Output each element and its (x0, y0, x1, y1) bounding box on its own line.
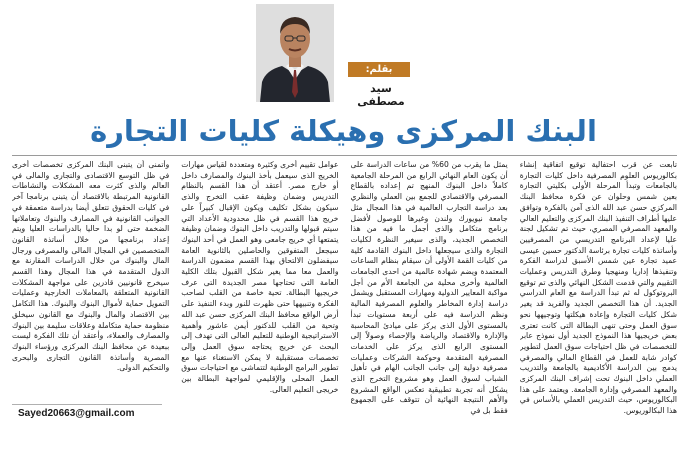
author-email: Sayed20663@gmail.com (18, 408, 135, 419)
column-text: يمثل ما يقرب من 60% من ساعات الدراسة على أن يكون العام النهائي الرابع من المرحلة الجامعية كاملاً داخل البنوك المنهج تم إعداده بالقطاع المصرفي والاقتصادي للجمع بين العملي والنظري بعد دراسة التجارب العالمية في هذا المجال مثل جامعة نيويورك ولندن وغيرها للوصول لأفضل برنامج متكامل والذى أجمل ما فيه من هذا التخصص الجديد، والذى سيغير النظرة لكليات التجارة والذى سيجعلها داخل البنوك القادمة كلية من كليات القمة الأولى أن سيقام بنظام الساعات المعتمدة ويضم شهادة عالمية من احدى الجامعات العالمية وأخرى محلية من الجامعة الأم من أجل مواكبة المعايير الدولية ومهارات المستقبل ويشمل دراسة إدارة المخاطر والعلوم المصرفية المالية ونظم الدراسة فيه على أربعة مستويات تبدأ بالمستوى الأول الذى يركز على ميادئ المحاسبة والإدارة والاقتصاد والرياضة والإحصاء وصولاً إلى المستوى الرابع الذى يركز على الخدمات المصرفية المتقدمة وحوكمة الشركات وعمليات مصرفية دولية إلى جانب الجانب الهام في تأهيل الشباب لسوق العمل وهو مشروع التخرج الذى يشكل أنه تجربة تطبيقية تعكس الواقع المشروع والأهم النتيجة النهائية أن تتوقف على الجمهوع فقط بل في (350, 160, 508, 416)
column-text: وأتمنى أن يتبنى البنك المركزى تخصصات أخرى في ظل التوسع الاقتصادى والتجارى والمالى في العالم والذى كثرت معه المشكلات والنشاطات القانونية المرتبطة بالاقتصاد أن يتبنى برنامجا آخر في كليات الحقوق تتعلق أيضا بدراسة متعمقة في الجوانب القانونية في المصارف والبنوك وتعاملاتها الضخمة حتى لو بدا حاليا بالدراسات العليا ويتم إعداد برنامجها من خلال أساتذة القانون المتخصصين في المجال المالى والمصرفى ورجال المال والبنوك من خلال الدراسات المقارنة مع الدول المتقدمة في هذا المجال وهذا القسم سيخرج قانونيين قادرين على مواجهة المشكلات القانونية المتعلقة بالمعاملات الخارجية وعمليات التمويل حماية لأموال البنوك والبنوك. هذا التكامل بين الاقتصاد والمال والبنوك مع القانون سيخلق منظومة حماية متكاملة وعلاقات سليمة بين البنوك والمصارف والعملاء، وأعتقد أن تلك الفكرة ليست ببعيدة عن محافظ البنك المركزى ورؤساء البنوك المصرية وأساتذة القانون التجارى والبحرى والتحكيم الدولى. (12, 160, 170, 373)
article-column-1 (520, 160, 677, 455)
article-title: البنك المركزى وهيكلة كليات التجارة (90, 114, 597, 148)
article-column-2 (351, 160, 508, 455)
article-column-4 (12, 160, 169, 400)
author-name: سيد مصطفى (357, 82, 405, 108)
author-photo (256, 4, 334, 102)
email-divider (12, 404, 162, 405)
article-column-3 (181, 160, 338, 455)
author-portrait-icon (256, 4, 334, 102)
title-divider (12, 155, 677, 156)
column-text: عوامل تقييم أخرى وكثيرة ومتعددة لقياس مهارات الخريج الذى سيعمل بأخذ البنوك والمصارف داخل أو خارج مصر. أعتقد أن هذا القسم بالنظام التدريس وضمان وظيفة عقب التخرج والذى سيكون بشكل تكليف ويكون الإقبال كبيراً على خريج هذا القسم في ظل محدودية الأعداد التي سيتم قبولها والتدريب داخل البنوك وضمان وظيفة يتمتعها أي خريج جامعى وهو العمل في أحد البنوك سيجعل المتفوقين والحاصلين بالثانوية العامة سيفضلون الالتحاق بهذا القسم مضمون الدراسة والعمل معا مما يغير شكل القبول بتلك الكلية العامة التى تحتاجها مصر الجديدة التى عرف خريجيها البطالة. تحية خاصة من القلب لصاحب الفكرة وتنبيهها حتى ظهرت للنور وبدء التنفيذ على أرض الواقع محافظ البنك المركزى حسن عبد الله وتحية من القلب للدكتور أيمن عاشور وأهمية الاستراتيجية الوطنية للتعليم العالى التى تهدف إلى البحث عن خريج يحتاجه سوق العمل وإلى تخصصات مستقبلية لا يمكن الاستغناء عنها مع تطوير البرامج الوطنية لتتماشى مع احتياجات سوق العمل المحلى والإقليمي لمواجهة البطالة بين خريجى التعليم العالى. (181, 160, 339, 394)
byline-label: بقلم: (348, 62, 410, 77)
article-header (0, 0, 687, 112)
column-text: تابعت عن قرب احتفالية توقيع اتفاقية إنشاء بكالوريوس العلوم المصرفية داخل كليات التجارة بالجامعات وتبدأ المرحلة الأولى بكليتي التجارة بعين شمس وحلوان عن فكرة محافظ البنك المركزي حسن عبد الله الذى آمن بالفكرة وتوافق عليها أطراف التنفيذ البنك المركزى والتعليم العالي والمعهد المصرفي المصري، حيث تم تشكيل لجنة عليا لإعداد البرنامج التدريسي من المصرفيين وأساتذة كليات تجارة برئاسة الدكتور حسين عيسى عميد تجارة عين شمس الأسبق لدراسة الفكرة وتنفيذها إداريا ومنهجيا وطرق التدريس وعمليات التقييم والتي قدمت الشكل النهائي والذى تم توقيع البروتوكول له ثم تبدأ الدراسة مع العام الدراسي الجديد. أن هذا التخصص الجديد والفريد قد يغير شكل كليات التجارة وإعادة هيكلتها وتوجيهها نحو سوق العمل وحتى تنهى البطالة التى كانت تعترى بعض خريجيها هذا النموذج الجديد أول نموذج عابر للتخصصات في ظل احتياجات سوق العمل لتطوير كوادر شابة للعمل في القطاع المالي والمصرفي يدمج بين الدراسة الأكاديمية بالجامعة والتدريب العملي داخل البنوك تحت إشراف البنك المركزى والمعهد المصرفي وإدارة الجامعة. ويعتمد على هذا البكالوريوس، حيث التدريس العملي بالأساس في هذا البكالوريوس. (519, 160, 677, 416)
